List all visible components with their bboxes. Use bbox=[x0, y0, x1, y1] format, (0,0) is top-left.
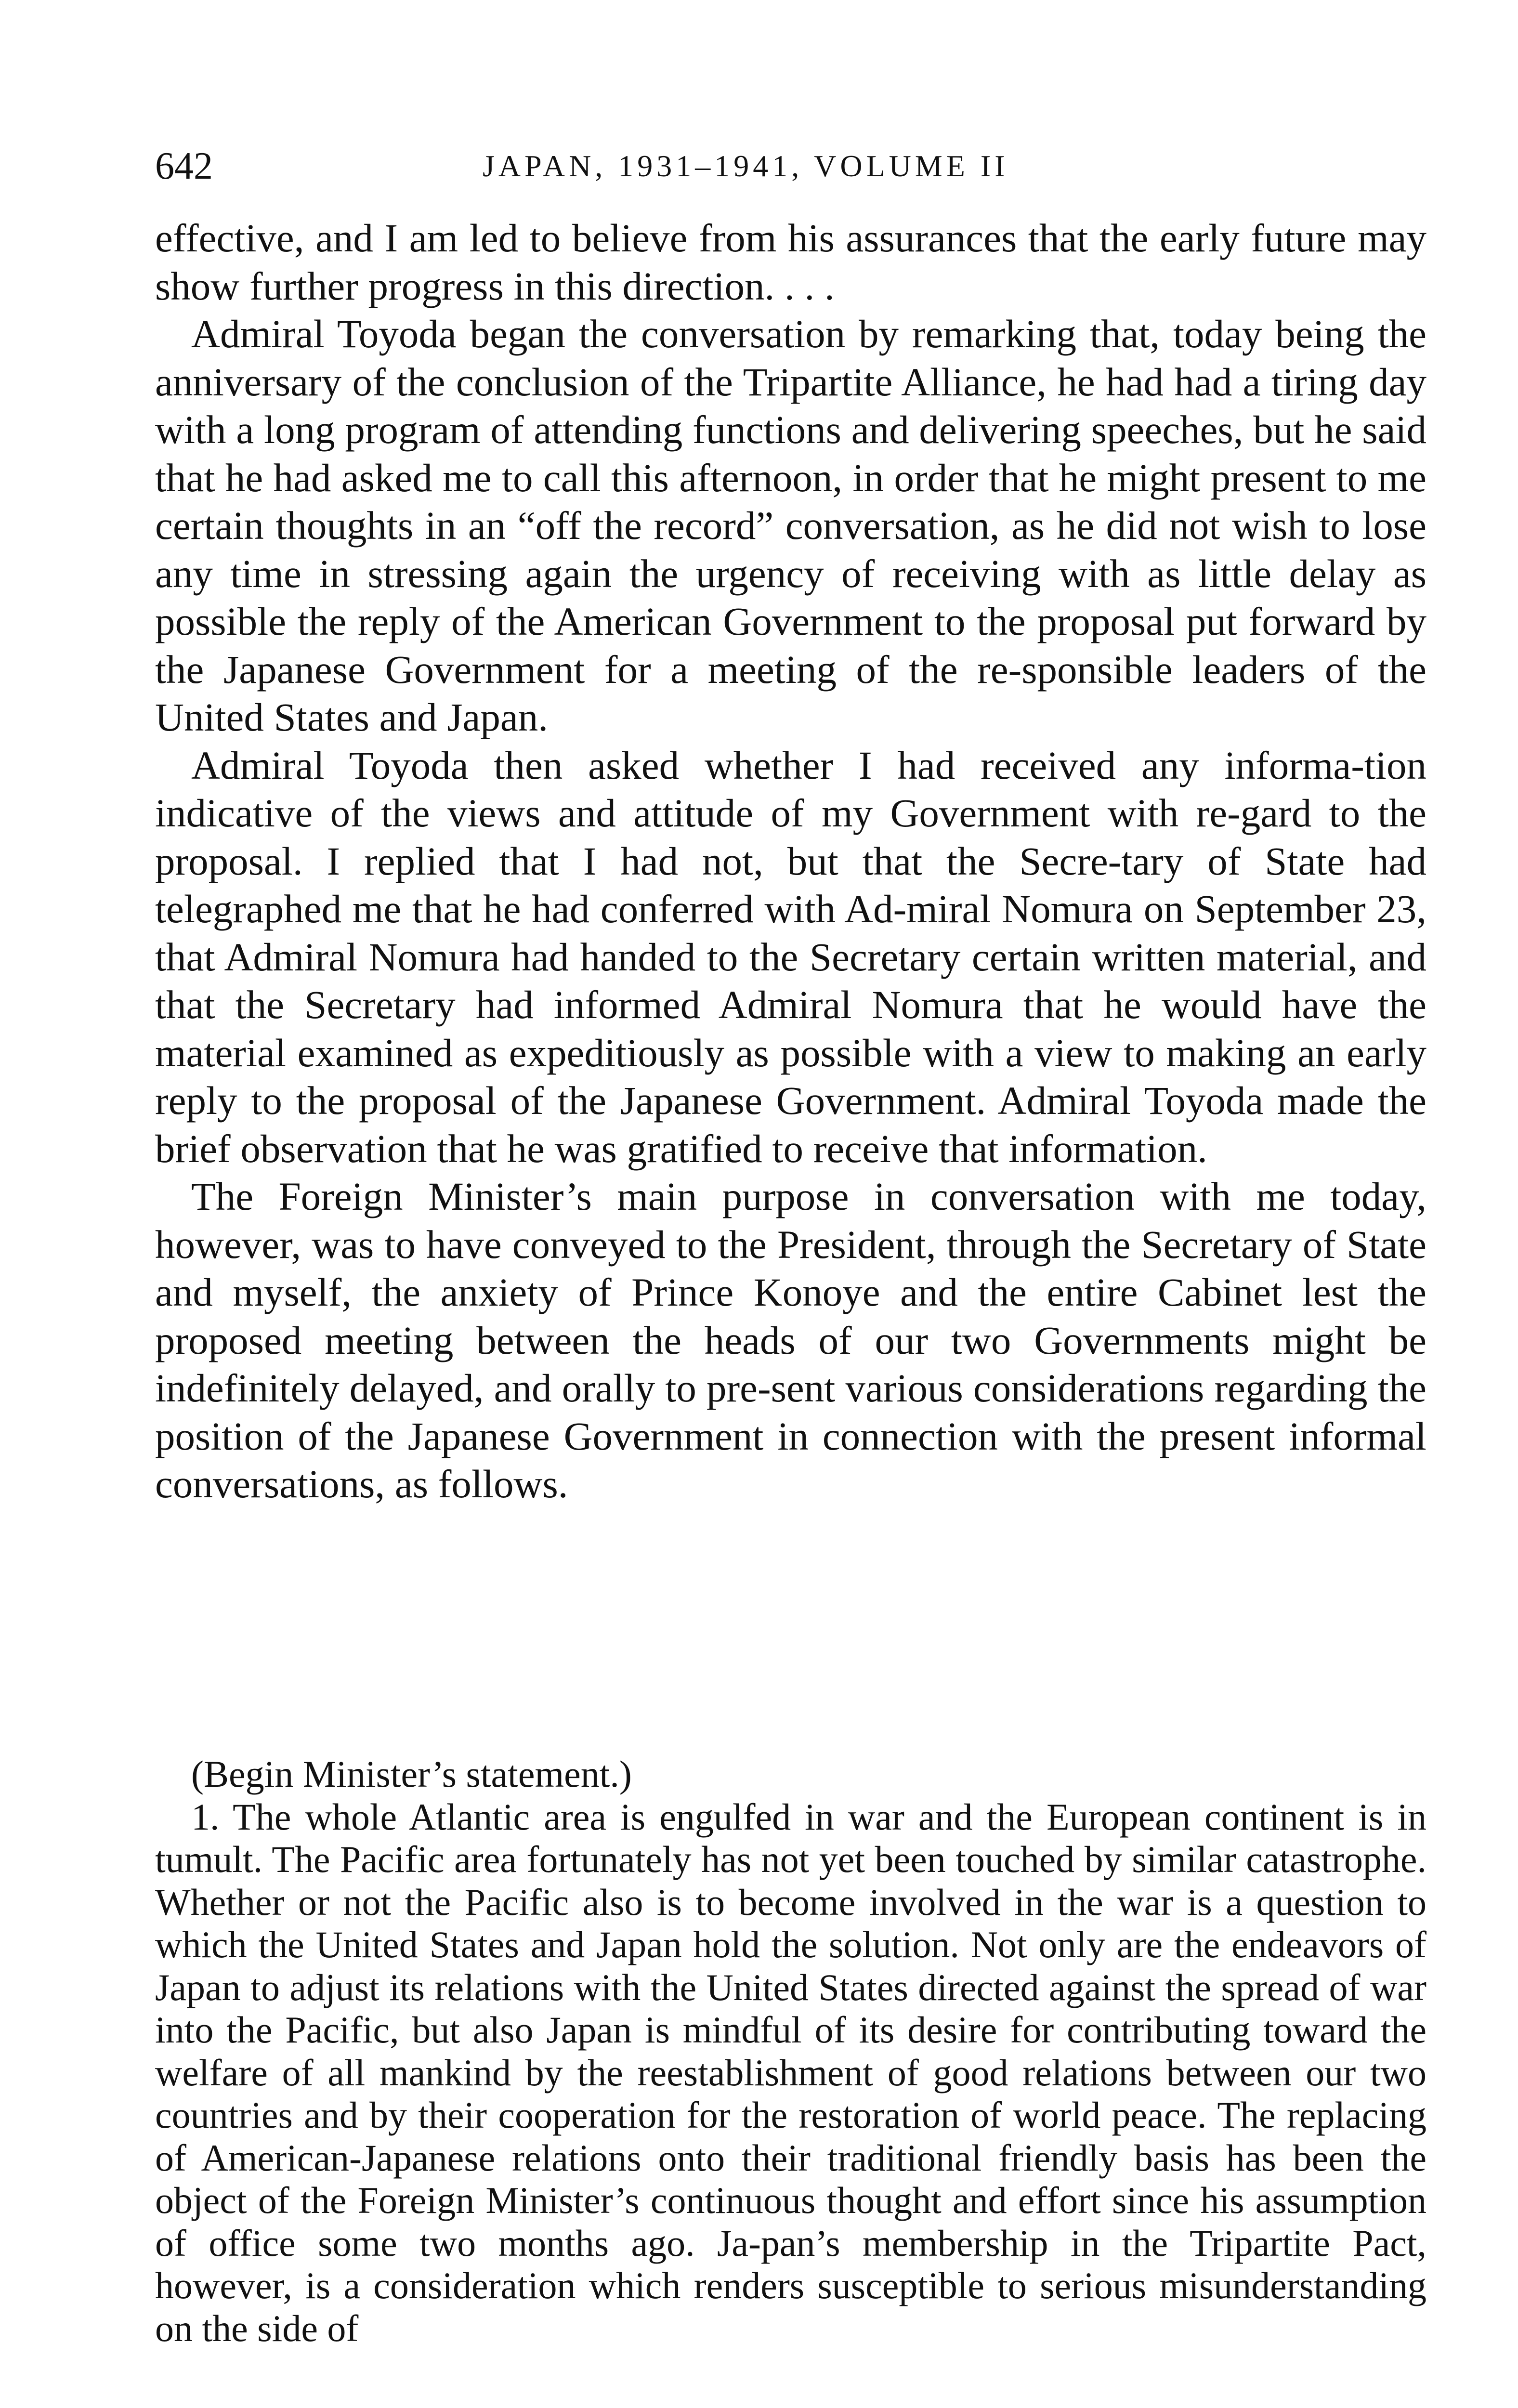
paragraph-continuation: effective, and I am led to believe from his assurances that the early future may show further progress in this direction. . . . bbox=[155, 216, 1426, 308]
page-number: 642 bbox=[155, 145, 213, 187]
page-header bbox=[155, 140, 1426, 193]
paragraph-toyoda-question: Admiral Toyoda then asked whether I had received any informa-tion indicative of the views and attitude of my Government with re-gard to the proposal. I replied that I had not, but that the Secre-tary of State had telegraphed me that he had conferred with Ad-miral Nomura on September 23, that Admiral Nomura had handed to the Secretary certain written material, and that the Secretary had informed Admiral Nomura that he would have the material examined as expeditiously as possible with a view to making an early reply to the proposal of the Japanese Government. Admiral Toyoda made the brief observation that he was gratified to receive that information. bbox=[155, 743, 1426, 1171]
body-text bbox=[155, 214, 1426, 1508]
paragraph-main-purpose: The Foreign Minister’s main purpose in conversation with me today, however, was to have conveyed to the President, through the Secretary of State and myself, the anxiety of Prince Konoye and the entire Cabinet lest the proposed meeting between the heads of our two Governments might be indefinitely delayed, and orally to pre-sent various considerations regarding the position of the Japanese Government in connection with the present informal conversations, as follows. bbox=[155, 1174, 1426, 1506]
paragraph-toyoda-remarks: Admiral Toyoda began the conversation by remarking that, today being the anniversary of the conclusion of the Tripartite Alliance, he had had a tiring day with a long program of attending functions and delivering speeches, but he said that he had asked me to call this afternoon, in order that he might present to me certain thoughts in an “off the record” conversation, as he did not wish to lose any time in stressing again the urgency of receiving with as little delay as possible the reply of the American Government to the proposal put forward by the Japanese Government for a meeting of the re-sponsible leaders of the United States and Japan. bbox=[155, 312, 1426, 739]
statement-item-1: 1. The whole Atlantic area is engulfed in war and the European continent is in tumult. The Pacific area fortunately has not yet been touched by similar catastrophe. Whether or not the Pacific also is to become involved in the war is a question to which the United States and Japan hold the solution. Not only are the endeavors of Japan to adjust its relations with the United States directed against the spread of war into the Pacific, but also Japan is mindful of its desire for contributing toward the welfare of all mankind by the reestablishment of good relations between our two countries and by their cooperation for the restoration of world peace. The replacing of American-Japanese relations onto their traditional friendly basis has been the object of the Foreign Minister’s continuous thought and effort since his assumption of office some two months ago. Ja-pan’s membership in the Tripartite Pact, however, is a consideration which renders susceptible to serious misunderstanding on the side of bbox=[155, 1795, 1426, 2349]
minister-statement bbox=[155, 1753, 1426, 2350]
statement-heading: (Begin Minister’s statement.) bbox=[191, 1753, 632, 1795]
running-title: JAPAN, 1931–1941, VOLUME II bbox=[483, 149, 1009, 183]
